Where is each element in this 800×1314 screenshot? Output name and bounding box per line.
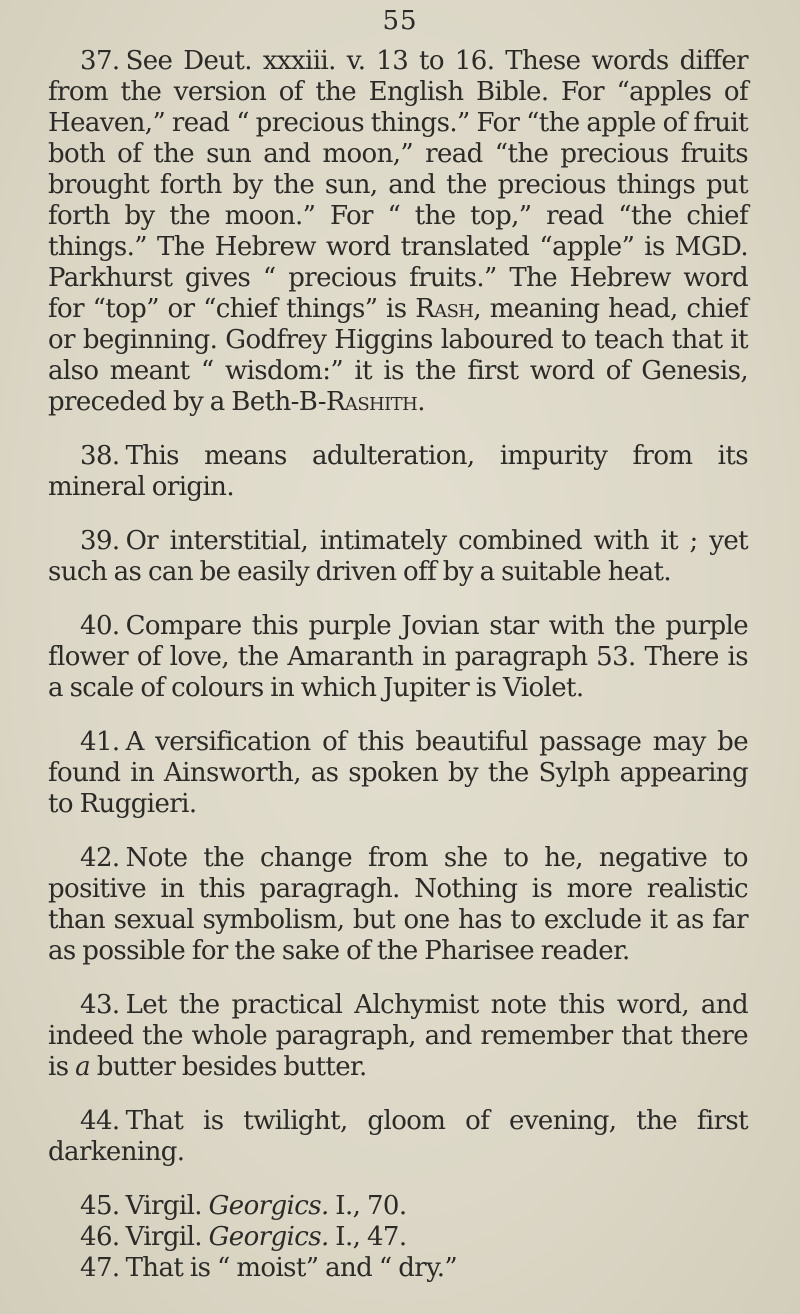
endnote-43	[48, 990, 748, 1083]
endnote-37	[48, 46, 748, 418]
endnote-46	[48, 1222, 748, 1253]
endnote-40	[48, 611, 748, 704]
endnote-number: 41.	[80, 727, 120, 757]
endnote-text: B-Rashith	[298, 387, 418, 417]
endnote-text: Georgics.	[208, 1222, 329, 1252]
endnote-text: a	[75, 1052, 91, 1082]
endnote-text: .	[417, 387, 425, 417]
endnote-39	[48, 526, 748, 588]
endnote-text: Virgil.	[125, 1222, 209, 1252]
endnote-text: Let the practical Alchymist note this word, and indeed the whole paragraph, and remember that there is	[48, 990, 748, 1082]
endnote-47	[48, 1253, 748, 1284]
endnote-text: Rash	[415, 294, 474, 324]
endnote-text: I., 70.	[328, 1191, 407, 1221]
endnote-text: Georgics.	[208, 1191, 329, 1221]
endnote-number: 44.	[80, 1106, 120, 1136]
endnote-text: Note the change from she to he, negative to positive in this paragragh. Nothing is more realistic than sexual symbolism, but one has to exclude it as far as possible for the sake of the Pharisee reader.	[48, 843, 748, 966]
endnote-41	[48, 727, 748, 820]
endnote-42	[48, 843, 748, 967]
endnote-text: butter besides butter.	[90, 1052, 367, 1082]
endnote-text: This means adulteration, impurity from its mineral origin.	[48, 441, 748, 502]
page-number: 55	[382, 6, 418, 36]
endnote-38	[48, 441, 748, 503]
endnote-number: 37.	[80, 46, 120, 76]
endnote-text: A versification of this beautiful passage may be found in Ainsworth, as spoken by the Sylph appearing to Ruggieri.	[48, 727, 748, 819]
endnote-number: 45.	[80, 1191, 120, 1221]
endnote-44	[48, 1106, 748, 1168]
endnote-number: 47.	[80, 1253, 120, 1283]
endnote-45	[48, 1191, 748, 1222]
endnote-number: 40.	[80, 611, 120, 641]
endnote-text: See Deut. xxxiii. v. 13 to 16. These words differ from the version of the English Bible. For “apples of Heaven,” read “ precious things.” For “the apple of fruit both of the sun and moon,” read “the precious fruits brought forth by the sun, and the precious things put forth by the moon.” For “ the top,” read “the chief things.” The Hebrew word translated “apple” is MGD. Parkhurst gives “ precious fruits.” The Hebrew word for “top” or “chief things” is	[48, 46, 748, 324]
endnote-number: 42.	[80, 843, 120, 873]
endnotes-list	[48, 46, 748, 1284]
endnote-number: 43.	[80, 990, 120, 1020]
endnote-text: Or interstitial, intimately combined with it ; yet such as can be easily driven off by a suitable heat.	[48, 526, 748, 587]
endnote-text: That is twilight, gloom of evening, the first darkening.	[48, 1106, 748, 1167]
endnote-number: 39.	[80, 526, 120, 556]
endnote-text: Virgil.	[125, 1191, 209, 1221]
endnote-text: That is “ moist” and “ dry.”	[125, 1253, 458, 1283]
endnote-text: Compare this purple Jovian star with the purple flower of love, the Amaranth in paragraph 53. There is a scale of colours in which Jupiter is Violet.	[48, 611, 748, 703]
endnote-number: 46.	[80, 1222, 120, 1252]
endnote-number: 38.	[80, 441, 120, 471]
endnote-text: , meaning head, chief or beginning. Godfrey Higgins laboured to teach that it also meant “ wisdom:” it is the first word of Genesis, preceded by a Beth-	[48, 294, 749, 417]
endnote-text: I., 47.	[328, 1222, 407, 1252]
